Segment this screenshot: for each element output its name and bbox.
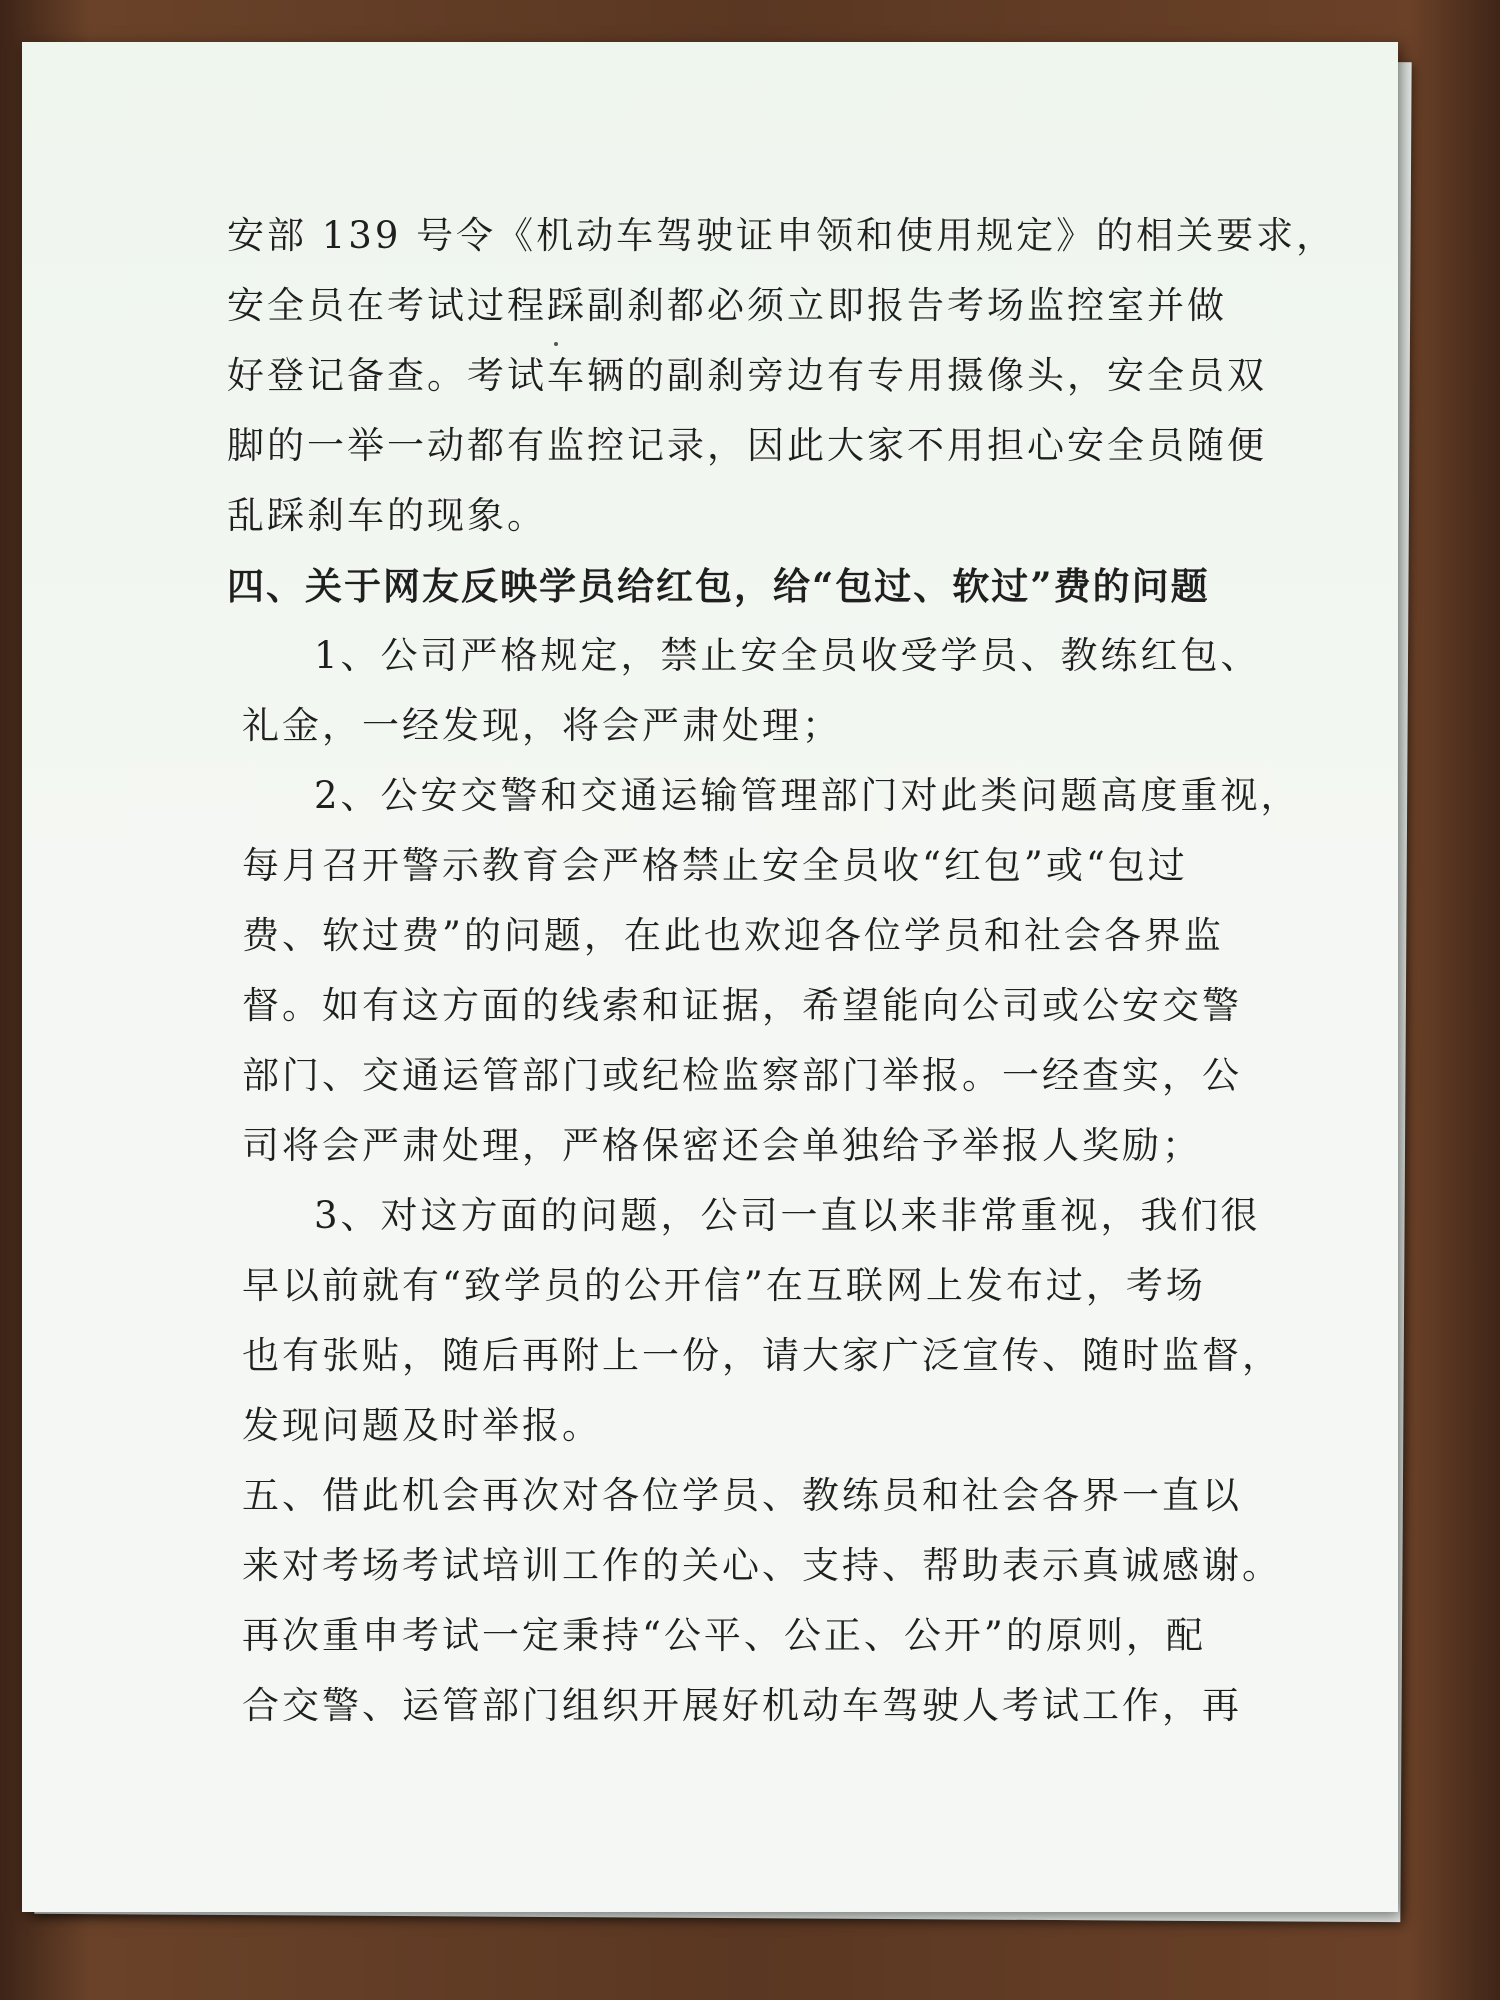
body-line: 早以前就有“致学员的公开信”在互联网上发布过，考场 xyxy=(242,1264,1206,1307)
ink-speck xyxy=(554,342,558,346)
body-line: 礼金，一经发现，将会严肃处理； xyxy=(242,704,842,747)
body-line: 再次重申考试一定秉持“公平、公正、公开”的原则，配 xyxy=(242,1614,1206,1657)
document-body xyxy=(22,42,1398,1912)
body-line: 督。如有这方面的线索和证据，希望能向公司或公安交警 xyxy=(242,984,1242,1027)
body-line: 乱踩刹车的现象。 xyxy=(227,494,547,537)
body-line: 合交警、运管部门组织开展好机动车驾驶人考试工作，再 xyxy=(242,1684,1242,1727)
paper-sheet xyxy=(22,42,1398,1912)
body-line: 发现问题及时举报。 xyxy=(242,1404,602,1447)
body-line: 安部 139 号令《机动车驾驶证申领和使用规定》的相关要求， xyxy=(227,214,1337,257)
body-line: 每月召开警示教育会严格禁止安全员收“红包”或“包过 xyxy=(242,844,1188,887)
body-line: 安全员在考试过程踩副刹都必须立即报告考场监控室并做 xyxy=(227,284,1227,327)
body-line: 司将会严肃处理，严格保密还会单独给予举报人奖励； xyxy=(242,1124,1202,1167)
body-line: 部门、交通运管部门或纪检监察部门举报。一经查实，公 xyxy=(242,1054,1242,1097)
body-line: 费、软过费”的问题，在此也欢迎各位学员和社会各界监 xyxy=(242,914,1224,957)
body-line: 脚的一举一动都有监控记录，因此大家不用担心安全员随便 xyxy=(227,424,1267,467)
body-line: 好登记备查。考试车辆的副刹旁边有专用摄像头，安全员双 xyxy=(227,354,1267,397)
body-line: 也有张贴，随后再附上一份，请大家广泛宣传、随时监督， xyxy=(242,1334,1282,1377)
body-line: 2、公安交警和交通运输管理部门对此类问题高度重视， xyxy=(314,774,1301,817)
body-line: 1、公司严格规定，禁止安全员收受学员、教练红包、 xyxy=(314,634,1261,677)
body-line: 3、对这方面的问题，公司一直以来非常重视，我们很 xyxy=(314,1194,1261,1237)
body-line: 来对考场考试培训工作的关心、支持、帮助表示真诚感谢。 xyxy=(242,1544,1282,1587)
section-heading-4: 四、关于网友反映学员给红包，给“包过、软过”费的问题 xyxy=(227,564,1210,608)
section-line-5: 五、借此机会再次对各位学员、教练员和社会各界一直以 xyxy=(242,1474,1242,1517)
